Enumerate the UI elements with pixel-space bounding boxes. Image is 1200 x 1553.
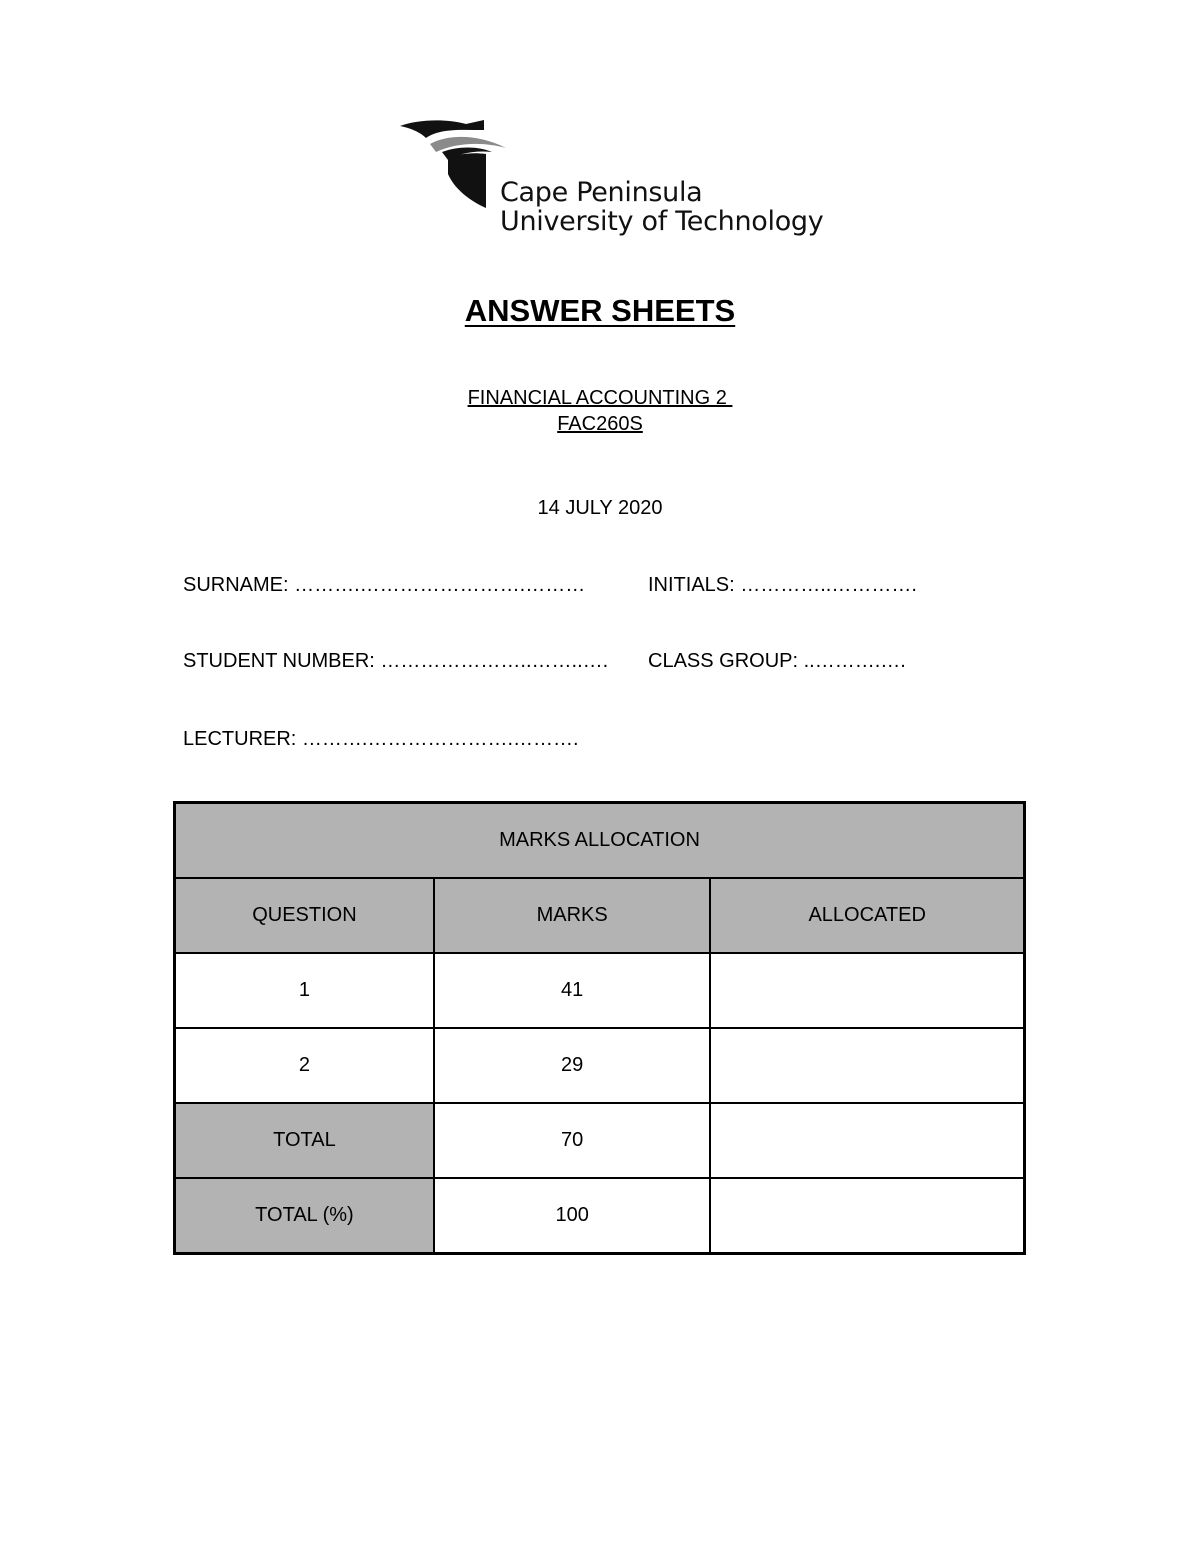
page-title: ANSWER SHEETS: [464, 293, 736, 328]
marks-allocation-table: [173, 801, 1026, 1255]
allocated-cell: [710, 1028, 1024, 1103]
allocated-cell: [710, 953, 1024, 1028]
table-row: [175, 1028, 1025, 1103]
cput-emblem-icon: [396, 116, 516, 216]
marks-cell: 70: [434, 1103, 711, 1178]
marks-cell: 41: [434, 953, 711, 1028]
course-block: [0, 385, 1200, 437]
question-cell: TOTAL: [175, 1103, 434, 1178]
surname-field: SURNAME: ……….…………………….………: [183, 574, 586, 596]
marks-cell: 29: [434, 1028, 711, 1103]
question-cell: TOTAL (%): [175, 1178, 434, 1254]
university-logo: [396, 116, 824, 246]
table-row: [175, 1103, 1025, 1178]
class-group-field: CLASS GROUP: ..……….….: [648, 650, 906, 672]
lecturer-field: LECTURER: ……….………………….……….: [183, 728, 579, 750]
question-cell: 1: [175, 953, 434, 1028]
initials-field: INITIALS: …………..………….: [648, 574, 917, 596]
header-allocated: ALLOCATED: [710, 878, 1024, 953]
question-cell: 2: [175, 1028, 434, 1103]
header-marks: MARKS: [434, 878, 711, 953]
table-row: [175, 1178, 1025, 1254]
logo-line-2: University of Technology: [500, 206, 824, 237]
course-name: FINANCIAL ACCOUNTING 2: [467, 387, 733, 409]
marks-cell: 100: [434, 1178, 711, 1254]
exam-date: 14 JULY 2020: [537, 497, 663, 519]
course-code: FAC260S: [557, 413, 643, 435]
header-question: QUESTION: [175, 878, 434, 953]
logo-line-1: Cape Peninsula: [500, 177, 703, 208]
table-row: [175, 953, 1025, 1028]
logo-wordmark: [500, 178, 823, 236]
allocated-cell: [710, 1103, 1024, 1178]
allocated-cell: [710, 1178, 1024, 1254]
student-number-field: STUDENT NUMBER: …………………..……..….: [183, 650, 609, 672]
table-title: MARKS ALLOCATION: [175, 803, 1025, 879]
